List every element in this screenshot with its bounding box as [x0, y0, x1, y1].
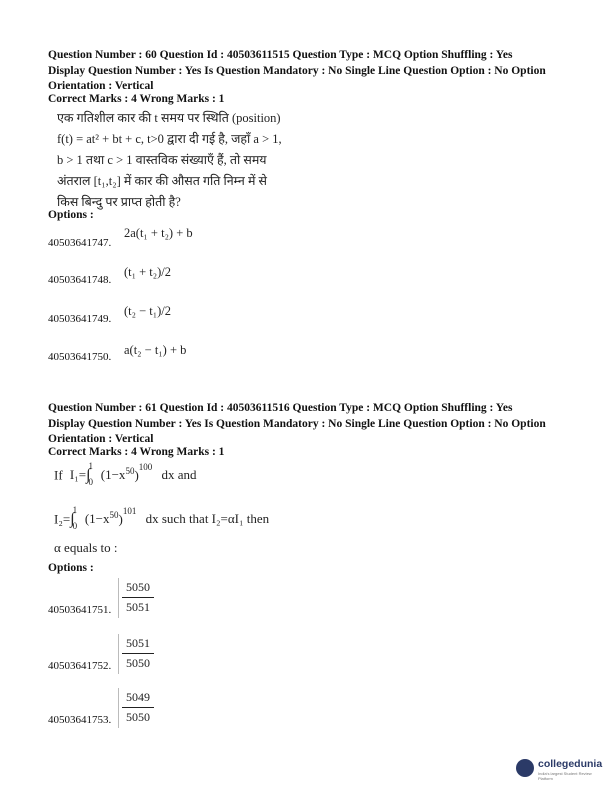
q60-header	[48, 48, 588, 95]
q60-question-text	[57, 108, 282, 213]
q61-i1-upper-limit: 1	[88, 461, 94, 472]
fraction-denominator: 5050	[126, 710, 150, 724]
q61-header-line2: Display Question Number : Yes Is Question Mandatory : No Single Line Question Option : No Option	[48, 417, 546, 430]
q60-marks: Correct Marks : 4 Wrong Marks : 1	[48, 93, 225, 105]
q61-integral-line-1	[54, 461, 197, 492]
q61-option-id: 40503641753.	[48, 714, 112, 726]
option-frame-divider	[118, 634, 121, 674]
q60-header-line1: Question Number : 60 Question Id : 40503611515 Question Type : MCQ Option Shuffling : Yes	[48, 49, 513, 61]
q61-i1-lower-limit: 0	[88, 477, 94, 488]
integral-icon: ∫	[86, 466, 91, 484]
q61-i2-tail: dx such that I₂=αI₁ then	[145, 511, 270, 527]
fraction-numerator: 5050	[122, 580, 154, 598]
q60-option-id: 40503641747.	[48, 237, 112, 249]
q61-integral-line-2	[54, 505, 270, 536]
q61-i2-inner-exp: 50	[109, 510, 119, 520]
q60-header-line2: Display Question Number : Yes Is Question Mandatory : No Single Line Question Option : No Option	[48, 64, 546, 77]
logo-brand-text: collegedunia	[538, 758, 603, 770]
q61-i1-lhs: I₁=	[69, 467, 87, 483]
q61-i2-outer-exp: 101	[122, 506, 137, 516]
q61-option-id: 40503641751.	[48, 604, 112, 616]
q60-option-id: 40503641750.	[48, 351, 112, 363]
integral-icon: ∫	[70, 510, 75, 528]
option-frame-divider	[118, 578, 121, 618]
q61-i2-close: )	[118, 511, 123, 527]
q61-question-last-line: α equals to :	[54, 540, 118, 555]
q60-header-line3: Orientation : Vertical	[48, 80, 154, 92]
q60-question-line: f(t) = at² + bt + c, t>0 द्वारा दी गई है, जहाँ a > 1,	[57, 132, 282, 146]
collegedunia-logo	[516, 757, 603, 781]
fraction-denominator: 5051	[126, 600, 150, 614]
q61-i2-upper-limit: 1	[72, 505, 78, 516]
q61-i2-lower-limit: 0	[72, 521, 78, 532]
q60-question-line: b > 1 तथा c > 1 वास्तविक संख्याएँ हैं, तो समय	[57, 153, 267, 167]
q61-marks: Correct Marks : 4 Wrong Marks : 1	[48, 446, 225, 458]
q60-question-line: एक गतिशील कार की t समय पर स्थिति (position)	[57, 111, 281, 125]
q60-option-text[interactable]: 2a(t₁ + t₂) + b	[124, 226, 193, 240]
fraction-numerator: 5051	[122, 636, 154, 654]
fraction-denominator: 5050	[126, 656, 150, 670]
q60-option-id: 40503641749.	[48, 313, 112, 325]
q61-i1-body: (1−x	[100, 467, 126, 483]
q61-header	[48, 401, 588, 448]
q61-i1-close: )	[134, 467, 139, 483]
q61-i2-lhs: I₂=	[54, 511, 71, 527]
q60-question-line: अंतराल [t₁,t₂] में कार की औसत गति निम्न में से	[57, 174, 268, 188]
q61-i1-outer-exp: 100	[138, 462, 153, 472]
q61-i1-tail: dx and	[161, 467, 197, 483]
q61-option-fraction[interactable]	[122, 636, 154, 671]
q61-header-line3: Orientation : Vertical	[48, 433, 154, 445]
q61-options-label: Options :	[48, 562, 94, 574]
q60-option-id: 40503641748.	[48, 274, 112, 286]
q60-option-text[interactable]: (t₁ + t₂)/2	[124, 265, 172, 279]
q61-i2-body: (1−x	[84, 511, 110, 527]
q60-question-line: किस बिन्दु पर प्राप्त होती है?	[57, 195, 181, 209]
option-frame-divider	[118, 688, 121, 728]
q61-if-text: If	[54, 467, 63, 483]
q60-option-text[interactable]: (t₂ − t₁)/2	[124, 304, 172, 318]
q60-option-text[interactable]: a(t₂ − t₁) + b	[124, 343, 187, 357]
student-avatar-icon	[516, 759, 534, 777]
q60-options-label: Options :	[48, 209, 94, 221]
fraction-numerator: 5049	[122, 690, 154, 708]
q61-header-line1: Question Number : 61 Question Id : 40503611516 Question Type : MCQ Option Shuffling : Yes	[48, 402, 513, 414]
q61-option-fraction[interactable]	[122, 580, 154, 615]
q61-option-id: 40503641752.	[48, 660, 112, 672]
logo-tagline: India's largest Student Review Platform	[538, 771, 592, 781]
q61-i1-inner-exp: 50	[125, 466, 135, 476]
q61-option-fraction[interactable]	[122, 690, 154, 725]
